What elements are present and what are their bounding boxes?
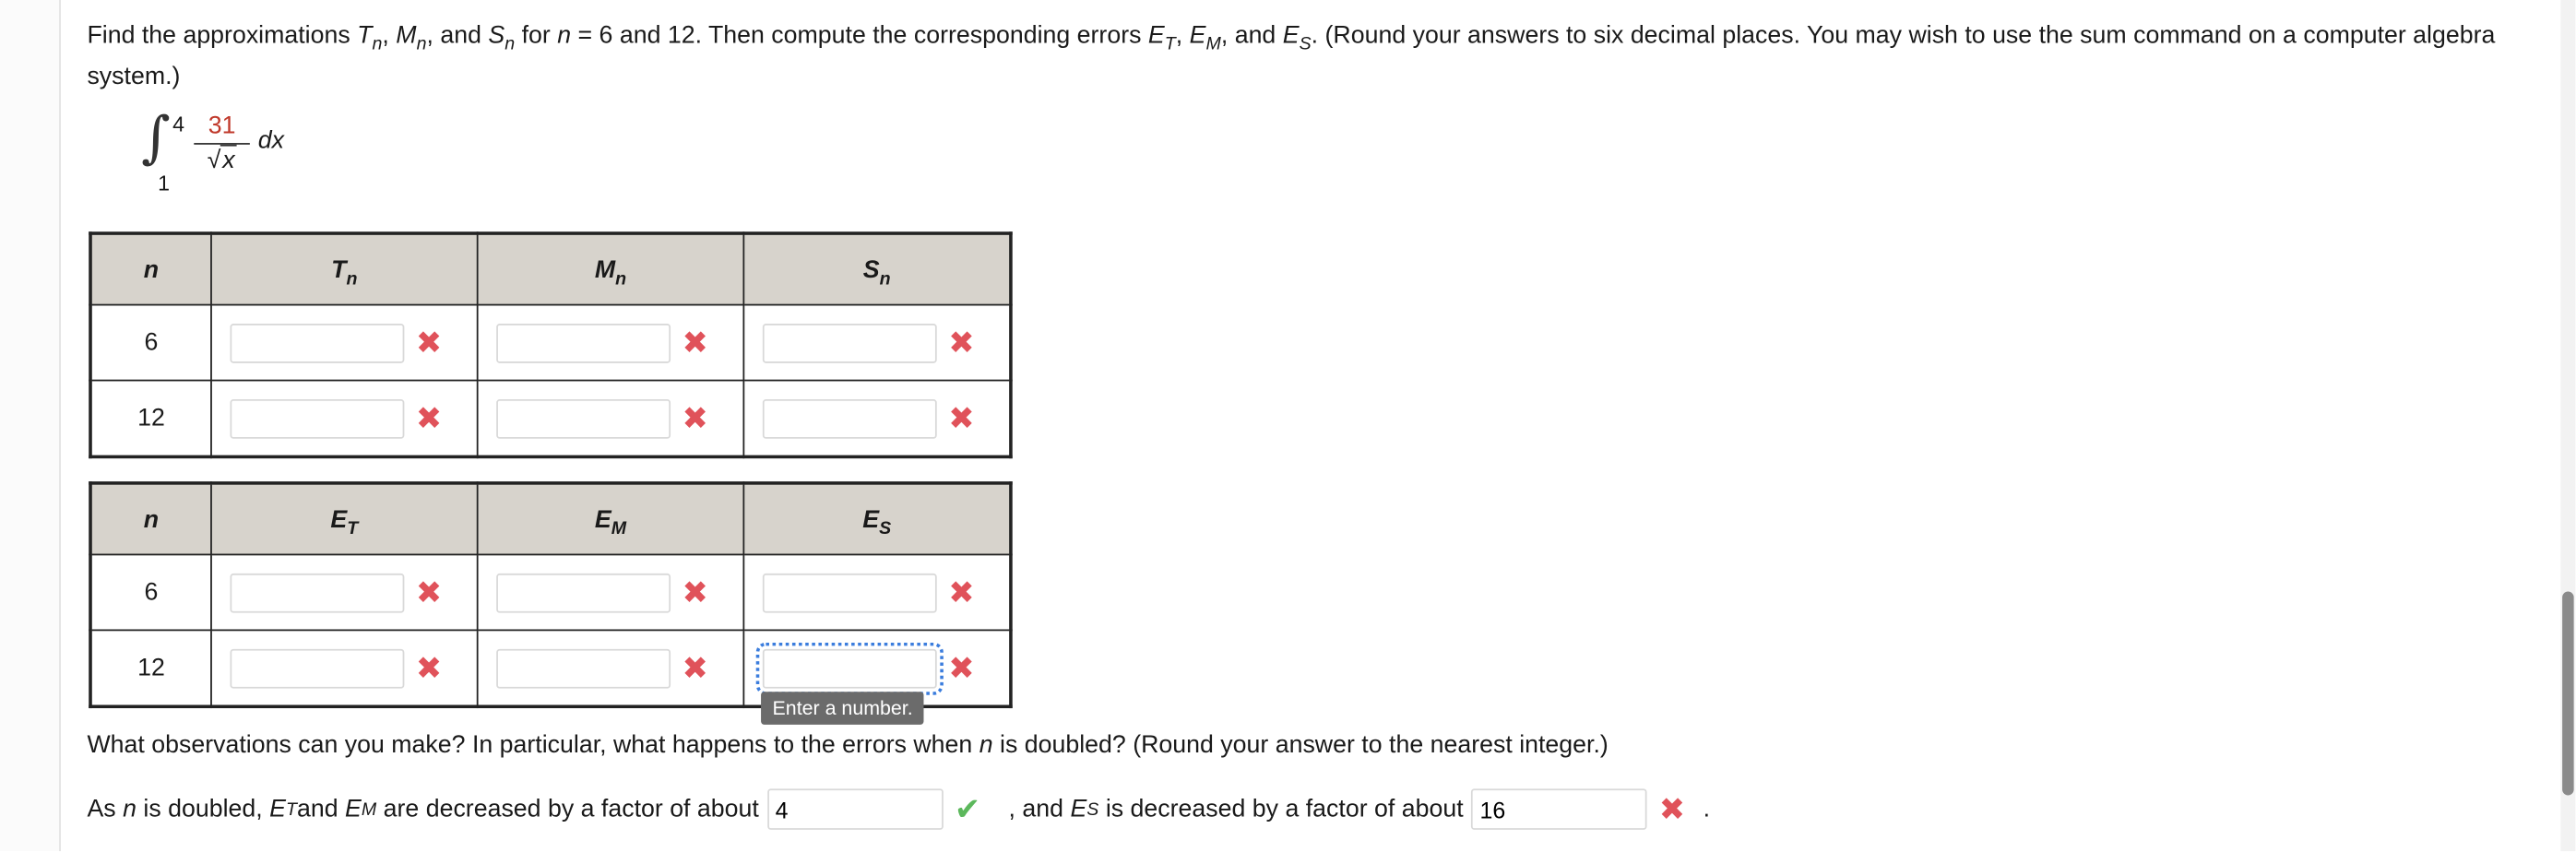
- header-em: $E_M$: [478, 483, 744, 555]
- header-mn: $M_n$: [478, 233, 744, 305]
- integral-expression: [141, 105, 305, 207]
- check-icon: ✔: [954, 791, 981, 828]
- x-mark-icon: ✖: [948, 649, 975, 686]
- row-n: 12: [90, 630, 211, 706]
- page-scrollbar[interactable]: [2560, 0, 2575, 851]
- factor-tm-input[interactable]: [767, 788, 944, 830]
- upper-limit: 4: [172, 112, 185, 136]
- row-n: 12: [90, 381, 211, 457]
- table-header-row: [90, 483, 1011, 555]
- numerator: 31: [194, 112, 250, 145]
- x-mark-icon: ✖: [415, 574, 443, 611]
- header-n: n: [90, 233, 211, 305]
- tn-12-input[interactable]: [230, 398, 404, 438]
- x-mark-icon: ✖: [415, 324, 443, 361]
- scrollbar-thumb[interactable]: [2562, 592, 2573, 796]
- problem-area: [87, 15, 2519, 97]
- x-mark-icon: ✖: [1658, 791, 1686, 828]
- denominator: √ x: [207, 146, 235, 174]
- header-es: $E_S$: [743, 483, 1011, 555]
- sn-6-input[interactable]: [763, 323, 937, 362]
- header-sn: $S_n$: [743, 233, 1011, 305]
- errors-table: [89, 481, 1012, 708]
- differential: dx: [257, 126, 285, 155]
- input-tooltip: Enter a number.: [761, 692, 924, 725]
- observation-answer: As n is doubled, E T and E M are decreased by a factor of about 4 ✔ , and E S is decreased by a factor of about 16 ✖ .: [87, 788, 1710, 830]
- integrand-fraction: [194, 112, 250, 177]
- x-mark-icon: ✖: [948, 574, 975, 611]
- x-mark-icon: ✖: [948, 399, 975, 437]
- x-mark-icon: ✖: [948, 324, 975, 361]
- table-header-row: [90, 233, 1011, 305]
- x-mark-icon: ✖: [415, 399, 443, 437]
- et-12-input[interactable]: [230, 648, 404, 688]
- x-mark-icon: ✖: [682, 324, 708, 361]
- integral-sign: ∫: [141, 105, 171, 172]
- table-row: [90, 381, 1011, 457]
- em-6-input[interactable]: [496, 573, 671, 612]
- sn-12-input[interactable]: [763, 398, 937, 438]
- row-n: 6: [90, 305, 211, 381]
- row-n: 6: [90, 554, 211, 630]
- header-n: n: [90, 483, 211, 555]
- table-row: [90, 305, 1011, 381]
- left-gutter: [0, 0, 61, 851]
- factor-s-input[interactable]: [1472, 788, 1648, 830]
- table-row: [90, 554, 1011, 630]
- tn-6-input[interactable]: [230, 323, 404, 362]
- es-6-input[interactable]: [763, 573, 937, 612]
- x-mark-icon: ✖: [415, 649, 443, 686]
- observation-question: What observations can you make? In particular, what happens to the errors when n is doubled? (Round your answer to the nearest integer.): [87, 730, 1609, 760]
- problem-statement: Find the approximations $T_n$, $M_n$, and $S_n$ for n = 6 and 12. Then compute the corresponding errors $E_T$, $E_M$, and $E_S$. (Round your answers to six decimal places. You may wish to use the sum command on a computer algebra system.): [87, 21, 2496, 91]
- mn-12-input[interactable]: [496, 398, 671, 438]
- approximations-table: [89, 231, 1012, 458]
- x-mark-icon: ✖: [682, 399, 708, 437]
- et-6-input[interactable]: [230, 573, 404, 612]
- mn-6-input[interactable]: [496, 323, 671, 362]
- em-12-input[interactable]: [496, 648, 671, 688]
- header-tn: $T_n$: [211, 233, 478, 305]
- lower-limit: 1: [158, 171, 170, 196]
- x-mark-icon: ✖: [682, 649, 708, 686]
- x-mark-icon: ✖: [682, 574, 708, 611]
- header-et: $E_T$: [211, 483, 478, 555]
- es-12-input[interactable]: [763, 648, 937, 688]
